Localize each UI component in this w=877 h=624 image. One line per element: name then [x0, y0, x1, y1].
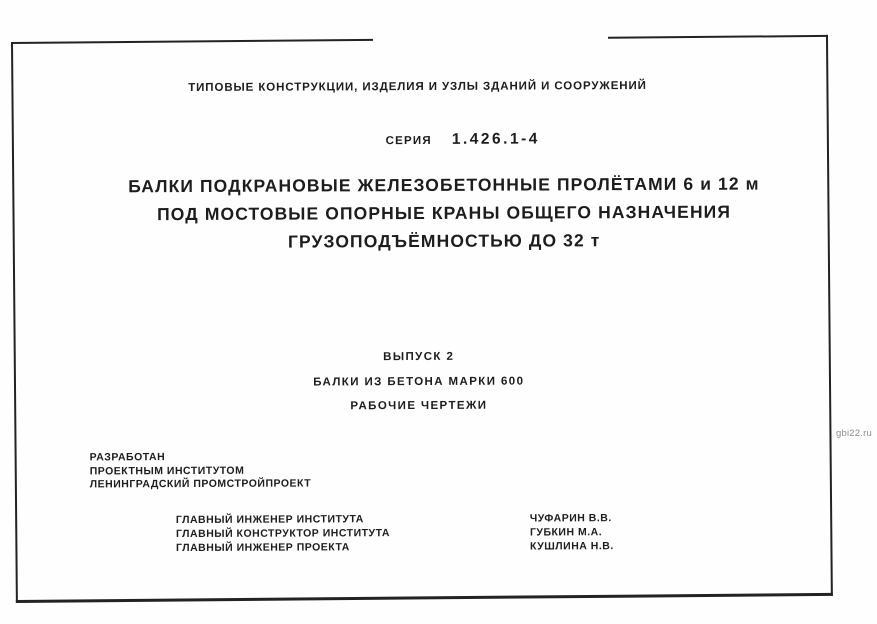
developer-line-1: РАЗРАБОТАН: [89, 451, 166, 464]
signature-name: ГУБКИН М.А.: [529, 525, 603, 539]
issue-subtitle: БАЛКИ ИЗ БЕТОНА МАРКИ 600: [313, 375, 525, 388]
document-category-heading: ТИПОВЫЕ КОНСТРУКЦИИ, ИЗДЕЛИЯ И УЗЛЫ ЗДАНИЙ И СООРУЖЕНИЙ: [188, 80, 647, 95]
developer-block: [90, 450, 312, 491]
main-title-line-1: БАЛКИ ПОДКРАНОВЫЕ ЖЕЛЕЗОБЕТОННЫЕ ПРОЛЁТАМИ 6 и 12 м: [128, 173, 760, 197]
developer-line-2: ПРОЕКТНЫМ ИНСТИТУТОМ: [89, 464, 245, 477]
developer-line-3: ЛЕНИНГРАДСКИЙ ПРОМСТРОЙПРОЕКТ: [89, 477, 312, 491]
series-line: [54, 129, 871, 151]
series-number: 1.426.1-4: [451, 130, 540, 148]
signature-role: ГЛАВНЫЙ ИНЖЕНЕР ПРОЕКТА: [175, 540, 350, 554]
document-type: РАБОЧИЕ ЧЕРТЕЖИ: [350, 399, 488, 413]
signature-role: ГЛАВНЫЙ ИНЖЕНЕР ИНСТИТУТА: [175, 513, 364, 527]
signature-row: [176, 540, 614, 556]
main-title-line-2: ПОД МОСТОВЫЕ ОПОРНЫЕ КРАНЫ ОБЩЕГО НАЗНАЧЕНИЯ: [157, 201, 732, 225]
site-watermark: gbi22.ru: [836, 428, 872, 439]
signature-name: КУШЛИНА Н.В.: [529, 539, 614, 553]
issue-block: [10, 349, 827, 415]
signature-role: ГЛАВНЫЙ КОНСТРУКТОР ИНСТИТУТА: [175, 526, 390, 540]
signature-name: ЧУФАРИН В.В.: [529, 512, 612, 525]
issue-number: ВЫПУСК 2: [383, 350, 455, 364]
title-page-content: [9, 0, 829, 624]
series-label: СЕРИЯ: [385, 134, 432, 148]
signature-block: [176, 512, 614, 555]
main-title-line-3: ГРУЗОПОДЪЁМНОСТЬЮ ДО 32 т: [287, 230, 601, 252]
main-title: [35, 169, 852, 257]
